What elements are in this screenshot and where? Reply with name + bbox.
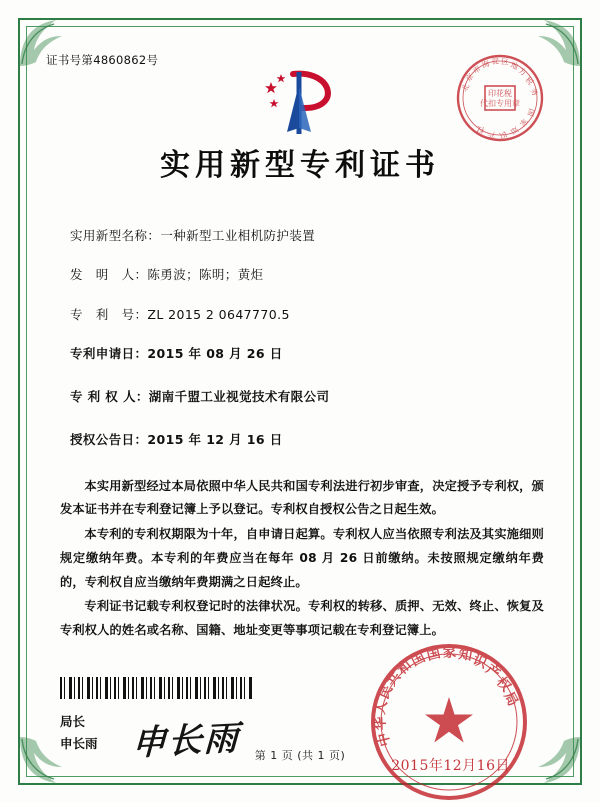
svg-text:识: 识 — [498, 129, 509, 141]
field-value: 一种新型工业相机防护装置 — [160, 228, 316, 243]
svg-text:人: 人 — [372, 699, 391, 716]
svg-text:地: 地 — [509, 60, 520, 72]
svg-text:北: 北 — [459, 82, 472, 93]
fields-list — [46, 228, 554, 449]
svg-text:共: 共 — [383, 668, 405, 690]
svg-text:知: 知 — [508, 124, 521, 137]
official-round-seal — [368, 641, 530, 803]
signatory-title: 局长 — [60, 713, 86, 729]
legal-paragraph: 本实用新型经过本局依照中华人民共和国专利法进行初步审查，决定授予专利权，颁发本证书并在专利登记簿上予以登记。专利权自授权公告之日起生效。 — [60, 478, 544, 517]
field-value: 2015 年 08 月 26 日 — [147, 345, 283, 361]
page-footer: 第 1 页 (共 1 页) — [254, 749, 346, 762]
svg-text:务: 务 — [528, 86, 540, 98]
svg-text:京: 京 — [463, 71, 476, 84]
svg-text:和: 和 — [394, 657, 415, 679]
legal-paragraph: 专利证书记载专利权登记时的法律状况。专利权的转移、质押、无效、终止、恢复及专利权人的姓名或名称、国籍、地址变更等事项记载在专利登记簿上。 — [60, 599, 544, 638]
svg-text:淀: 淀 — [491, 56, 500, 66]
seal-date: 2015年12月16日 — [391, 757, 510, 774]
field-row-patent-number — [70, 307, 554, 323]
field-value: 湖南千盟工业视觉技术有限公司 — [148, 389, 330, 404]
signatory-name: 申长雨 — [60, 735, 98, 751]
legal-paragraph: 本专利的专利权期限为十年，自申请日起算。专利权人应当依照专利法及其实施细则规定缴纳年费。本专利的年费应当在每年 08 月 26 日前缴纳。未按照规定缴纳年费的，专利权自应当缴纳年费期满之日起终止。 — [60, 527, 544, 589]
svg-text:中: 中 — [375, 730, 394, 748]
svg-text:税: 税 — [523, 75, 536, 87]
svg-text:局: 局 — [500, 689, 521, 709]
svg-text:知: 知 — [457, 646, 474, 665]
svg-text:华: 华 — [372, 716, 389, 731]
svg-text:国: 国 — [408, 649, 428, 670]
svg-text:产: 产 — [487, 130, 496, 140]
certificate-content — [46, 44, 554, 774]
svg-text:家: 家 — [517, 116, 530, 129]
svg-text:印花税: 印花税 — [488, 89, 512, 98]
legal-text-block — [46, 475, 554, 643]
svg-text:国: 国 — [525, 107, 537, 118]
svg-text:民: 民 — [376, 682, 397, 702]
field-label: 专 利 权 人： — [70, 389, 149, 404]
field-label: 专利申请日： — [70, 345, 148, 361]
field-row-application-date — [70, 346, 554, 362]
svg-text:识: 识 — [470, 651, 490, 672]
svg-text:方: 方 — [516, 66, 529, 78]
svg-text:海: 海 — [480, 58, 491, 70]
field-label: 专 利 号： — [70, 306, 148, 322]
field-row-patentee — [70, 389, 554, 405]
field-value: 2015 年 12 月 16 日 — [147, 432, 283, 448]
handwritten-signature: 申长雨 — [131, 718, 241, 764]
field-label: 授权公告日： — [70, 432, 148, 448]
svg-text:区: 区 — [500, 57, 510, 67]
field-row-name — [70, 228, 554, 244]
field-row-inventor — [70, 267, 554, 283]
certificate-number: 证书号第4860862号 — [46, 53, 159, 67]
svg-text:家: 家 — [442, 644, 457, 661]
field-label: 发 明 人： — [70, 267, 148, 283]
field-value: ZL 2015 2 0647770.5 — [147, 306, 290, 322]
top-right-seal — [454, 52, 546, 144]
svg-text:代扣专用章: 代扣专用章 — [480, 99, 520, 108]
svg-text:权: 权 — [476, 124, 486, 135]
patent-emblem-icon — [257, 66, 343, 138]
svg-text:权: 权 — [492, 674, 514, 695]
page-title: 实用新型专利证书 — [160, 148, 440, 183]
svg-text:国: 国 — [425, 645, 443, 664]
field-row-grant-date — [70, 432, 554, 448]
svg-text:产: 产 — [482, 661, 503, 683]
field-value: 陈勇波；陈明；黄炬 — [147, 267, 264, 283]
field-label: 实用新型名称： — [70, 228, 161, 243]
barcode — [60, 677, 252, 699]
svg-text:市: 市 — [471, 64, 483, 76]
